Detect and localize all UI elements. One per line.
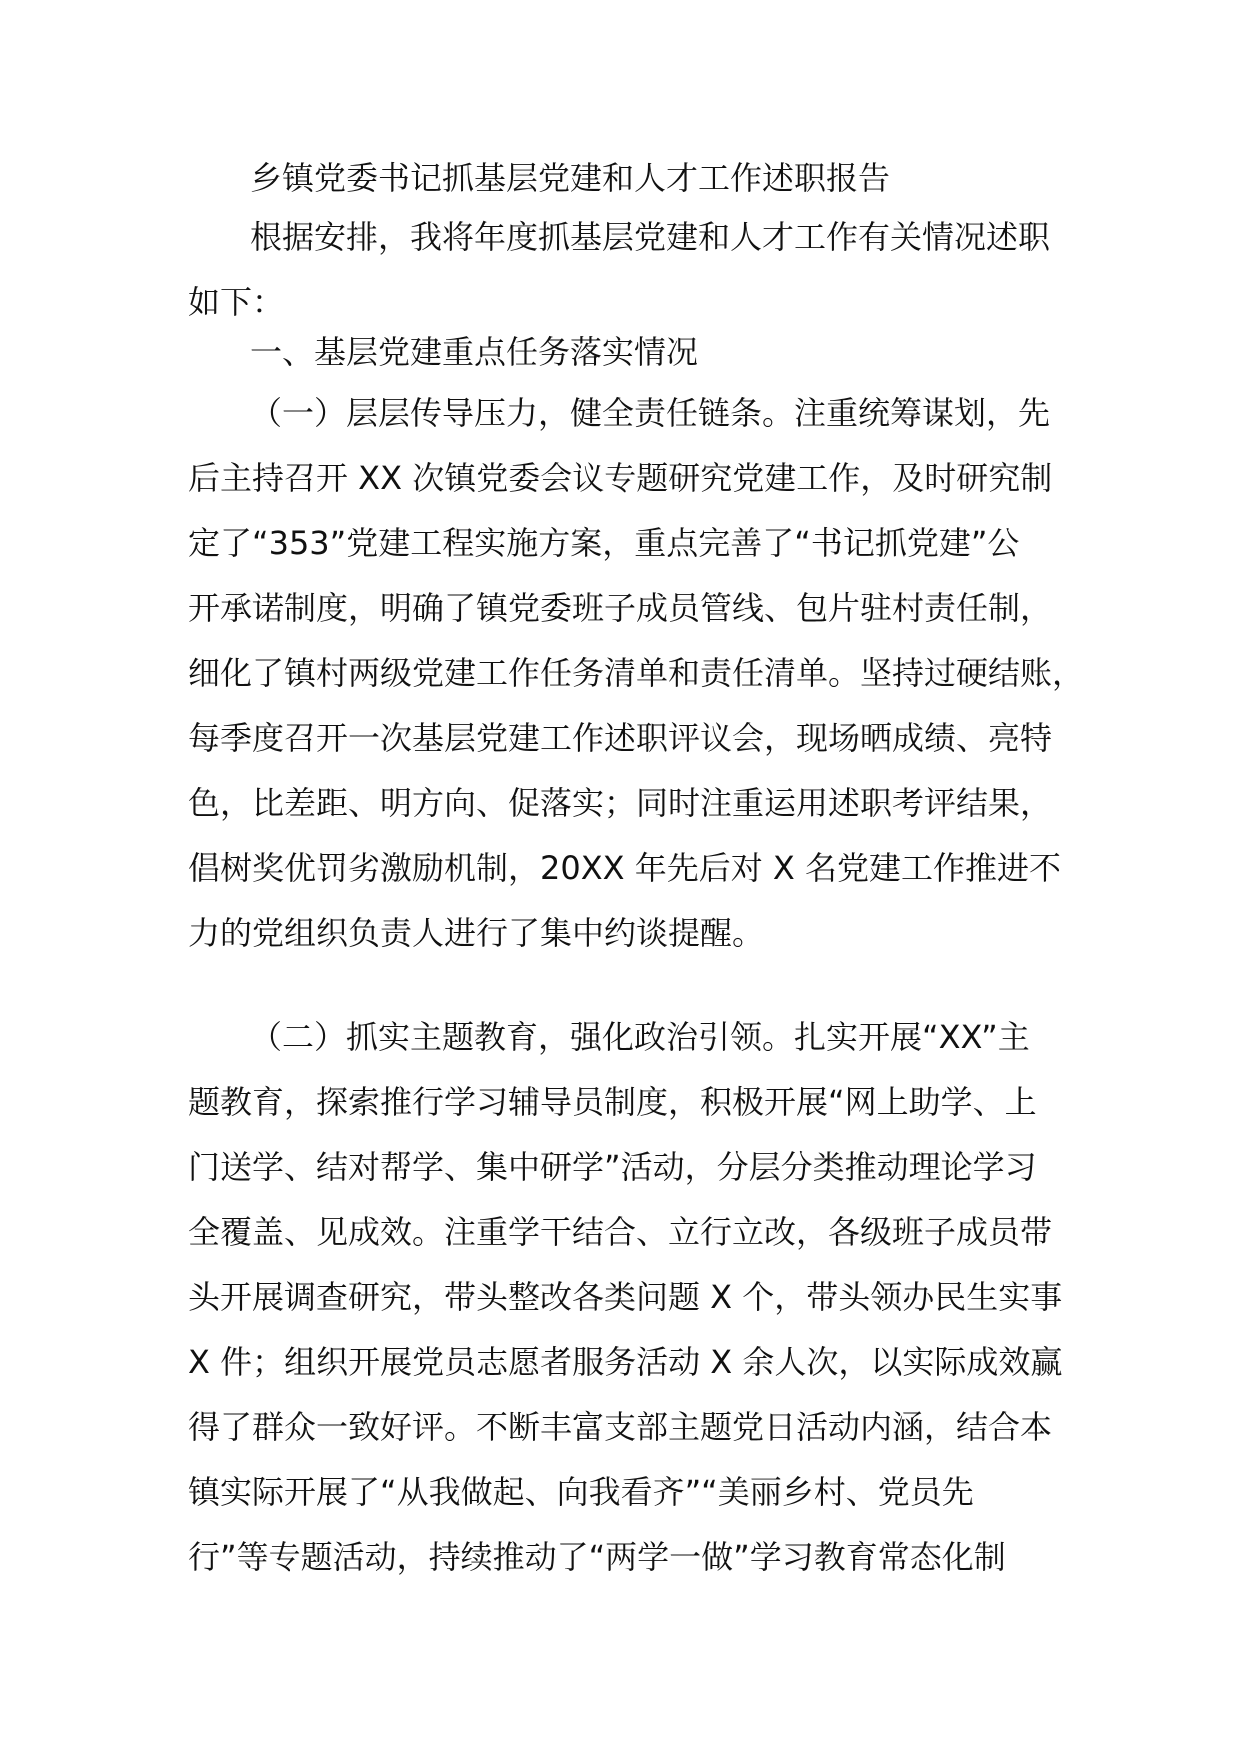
paragraph-line: 每季度召开一次基层党建工作述职评议会，现场晒成绩、亮特: [188, 719, 1053, 757]
paragraph-line: 行”等专题活动，持续推动了“两学一做”学习教育常态化制: [188, 1538, 1006, 1576]
paragraph-line: 题教育，探索推行学习辅导员制度，积极开展“网上助学、上: [188, 1083, 1037, 1121]
paragraph-line: 定了“353”党建工程实施方案，重点完善了“书记抓党建”公: [188, 524, 1020, 562]
paragraph-line: 细化了镇村两级党建工作任务清单和责任清单。坚持过硬结账，: [188, 654, 1085, 692]
intro-paragraph: [188, 205, 1088, 335]
paragraph-line: 后主持召开 XX 次镇党委会议专题研究党建工作，及时研究制: [188, 459, 1053, 497]
section-heading: 一、基层党建重点任务落实情况: [250, 333, 699, 371]
paragraph-line: 根据安排，我将年度抓基层党建和人才工作有关情况述职: [250, 218, 1051, 256]
paragraph-line: 如下：: [188, 283, 285, 321]
paragraph-line: （一）层层传导压力，健全责任链条。注重统筹谋划，先: [250, 394, 1051, 432]
paragraph-line: （二）抓实主题教育，强化政治引领。扎实开展“XX”主: [250, 1018, 1030, 1056]
paragraph-2: [188, 1005, 1088, 1590]
document-title: 乡镇党委书记抓基层党建和人才工作述职报告: [250, 159, 891, 197]
paragraph-line: 全覆盖、见成效。注重学干结合、立行立改，各级班子成员带: [188, 1213, 1053, 1251]
paragraph-1: [188, 381, 1088, 966]
paragraph-line: X 件；组织开展党员志愿者服务活动 X 余人次，以实际成效赢: [188, 1343, 1063, 1381]
paragraph-line: 门送学、结对帮学、集中研学”活动，分层分类推动理论学习: [188, 1148, 1037, 1186]
paragraph-line: 倡树奖优罚劣激励机制，20XX 年先后对 X 名党建工作推进不: [188, 849, 1062, 887]
paragraph-line: 头开展调查研究，带头整改各类问题 X 个，带头领办民生实事: [188, 1278, 1063, 1316]
paragraph-line: 镇实际开展了“从我做起、向我看齐”“美丽乡村、党员先: [188, 1473, 974, 1511]
paragraph-line: 得了群众一致好评。不断丰富支部主题党日活动内涵，结合本: [188, 1408, 1053, 1446]
paragraph-line: 色，比差距、明方向、促落实；同时注重运用述职考评结果，: [188, 784, 1053, 822]
paragraph-line: 开承诺制度，明确了镇党委班子成员管线、包片驻村责任制，: [188, 589, 1053, 627]
paragraph-line: 力的党组织负责人进行了集中约谈提醒。: [188, 914, 765, 952]
